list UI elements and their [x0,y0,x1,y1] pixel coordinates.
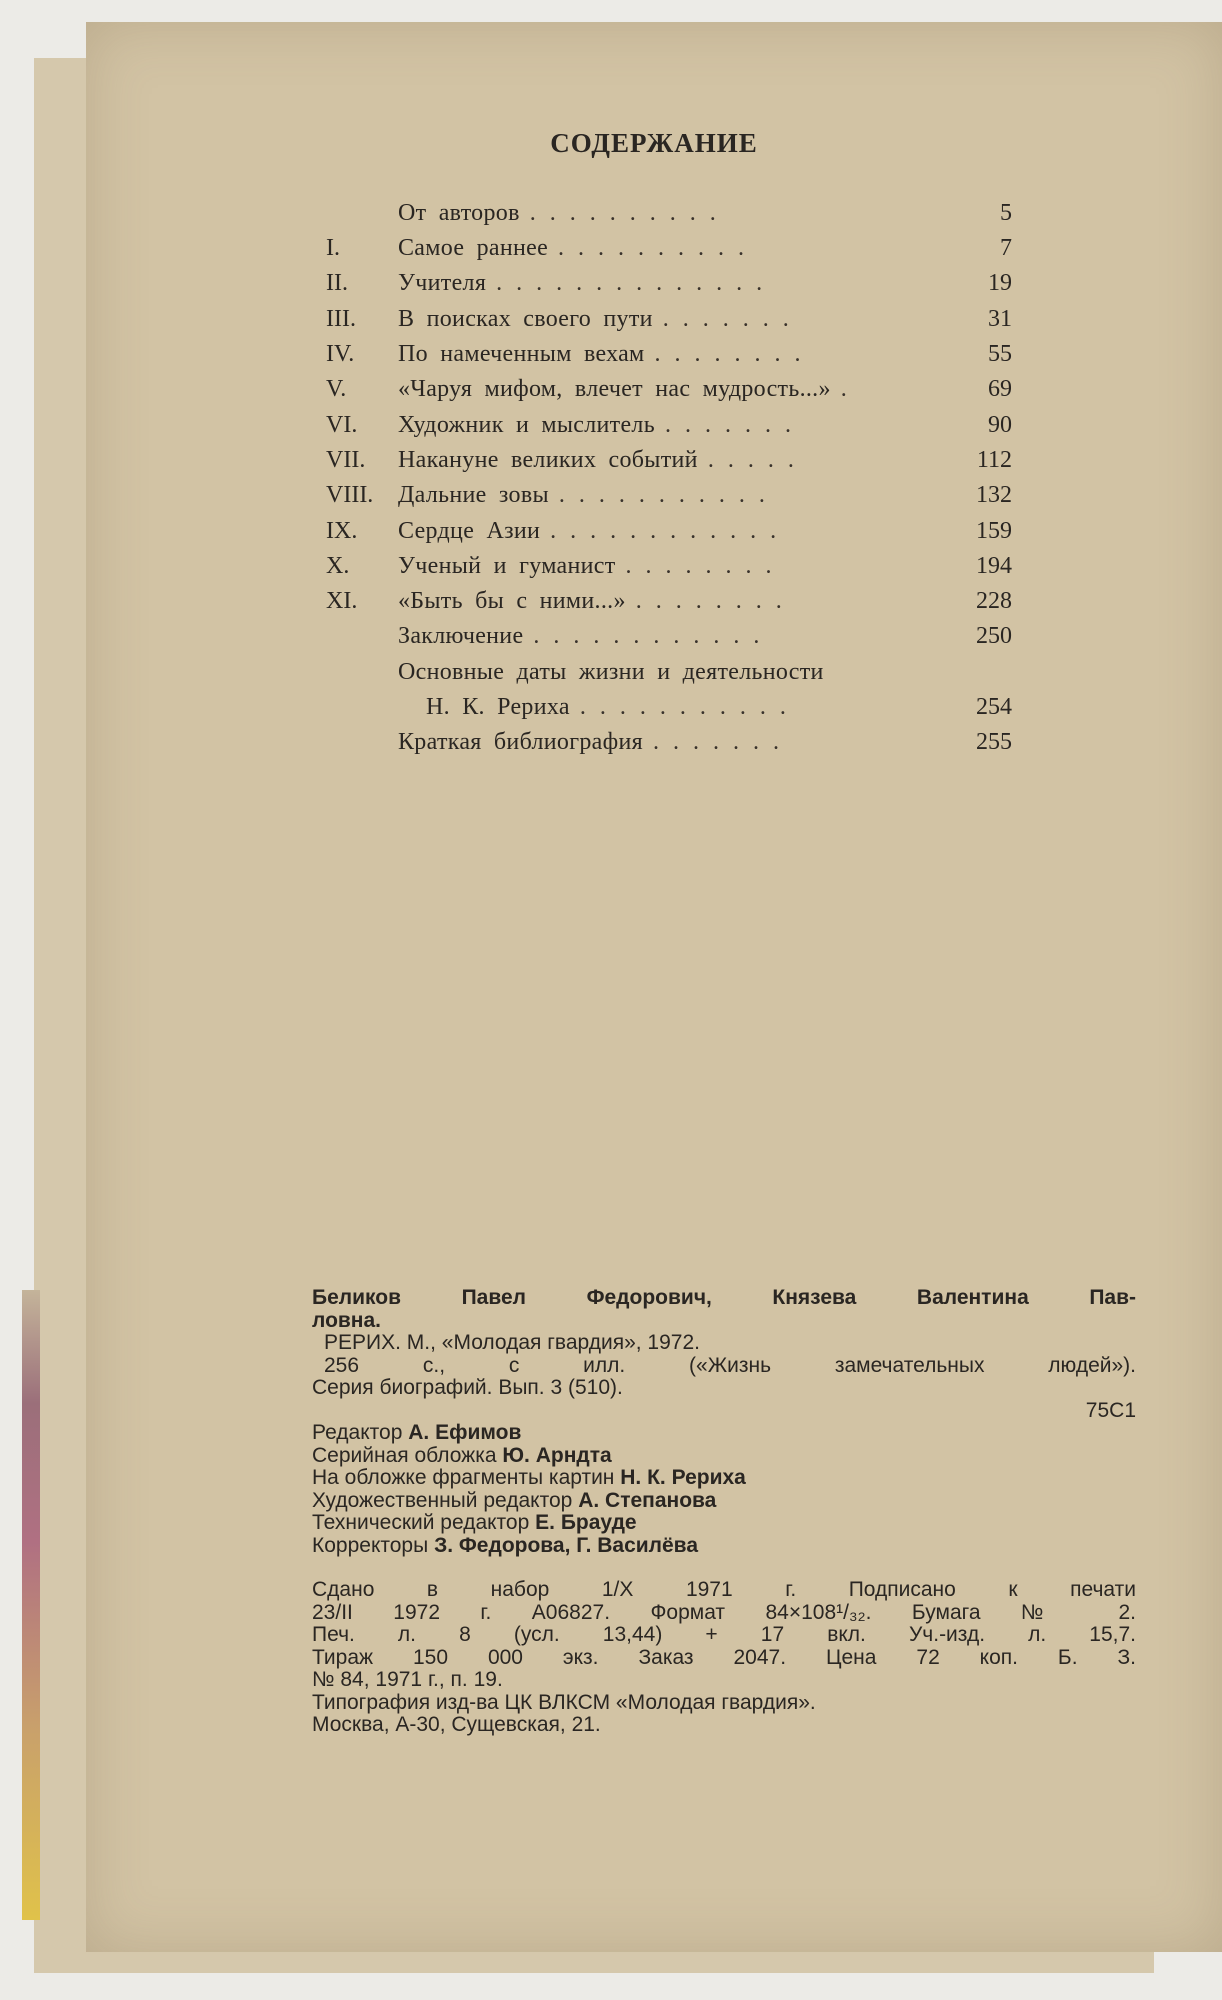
imprint-staff-line: Редактор А. Ефимов [312,1421,522,1444]
toc-entry: VI. Художник и мыслитель ....... 90 [326,412,1012,438]
toc-entry-title: Краткая библиография [398,729,643,755]
imprint-print-line: Москва, А-30, Сущевская, 21. [312,1713,601,1736]
toc-entry: I. Самое раннее .......... 7 [326,235,1012,261]
toc-entry-page: 31 [988,306,1012,332]
toc-entry-page: 7 [1000,235,1012,261]
toc-entry-title: В поисках своего пути [398,306,653,332]
imprint-staff-line: Технический редактор Е. Брауде [312,1511,637,1534]
toc-entry-page: 19 [988,270,1012,296]
toc-entry: II. Учителя .............. 19 [326,270,1012,296]
toc-entry-num: III. [326,306,356,332]
toc-entry-num: II. [326,270,348,296]
cover-edge-strip [22,1290,40,1920]
imprint-book-line: РЕРИХ. М., «Молодая гвардия», 1972. [324,1331,700,1354]
toc-entry-page: 255 [976,729,1012,755]
toc-entry-page: 194 [976,553,1012,579]
imprint-block [312,1287,1136,1737]
toc-entry-num: XI. [326,588,358,614]
toc-entry-title: Дальние зовы [398,482,549,508]
imprint-staff-line: Художественный редактор А. Степанова [312,1488,717,1512]
toc-entry-title: Учителя [398,270,487,296]
imprint-series-line: Серия биографий. Вып. 3 (510). [312,1376,623,1399]
toc-entry-num: IX. [326,518,358,544]
imprint-print-line: Типография изд-ва ЦК ВЛКСМ «Молодая гвардия». [312,1690,816,1714]
toc-entry: III. В поисках своего пути ....... 31 [326,306,1012,332]
toc-entry-title: Заключение [398,623,524,649]
toc-entry-page: 5 [1000,200,1012,226]
toc-entry: VII. Накануне великих событий ..... 112 [326,447,1012,473]
imprint-spacer [312,1557,1136,1579]
toc-entry-title: По намеченным вехам [398,341,645,367]
toc-entry-page: 112 [976,447,1012,473]
imprint-print-line: 23/II 1972 г. А06827. Формат 84×108¹/₃₂. Бумага № 2. [312,1600,1136,1624]
toc-entry-page: 132 [976,482,1012,508]
toc-title: СОДЕРЖАНИЕ [550,128,758,158]
imprint-print-line: Сдано в набор 1/Х 1971 г. Подписано к печати [312,1578,1136,1601]
toc-entry-title: «Быть бы с ними...» [398,588,626,614]
toc-entry: X. Ученый и гуманист ........ 194 [326,553,1012,579]
toc-entry-num: I. [326,235,340,261]
toc-entry-title: От авторов [398,200,520,226]
toc-entry-title: «Чаруя мифом, влечет нас мудрость...» [398,376,831,402]
toc-entry: XI. «Быть бы с ними...» ........ 228 [326,588,1012,614]
toc-entry-page: 90 [988,412,1012,438]
toc-entry-num: VIII. [326,482,374,508]
toc-entry-title: Н. К. Рериха [426,694,570,720]
imprint-print-line: Печ. л. 8 (усл. 13,44) + 17 вкл. Уч.-изд. л. 15,7. [312,1623,1136,1646]
toc-entry: Н. К. Рериха ........... 254 [426,694,1012,720]
toc-entry-num: IV. [326,341,355,367]
toc-entry-page: 228 [976,588,1012,614]
toc-entry-page: 55 [988,341,1012,367]
toc-entry: Заключение ............ 250 [398,623,1012,649]
toc-entry-num: X. [326,553,350,579]
imprint-pages-line: 256 с., с илл. («Жизнь замечательных людей»). [324,1353,1136,1377]
toc-entry: IV. По намеченным вехам ........ 55 [326,341,1012,367]
toc-entry-page: 69 [988,376,1012,402]
toc-entry-num: VII. [326,447,366,473]
toc-entry: От авторов .......... 5 [398,200,1012,226]
toc-entry-title: Самое раннее [398,235,549,261]
toc-entry-page: 250 [976,623,1012,649]
toc-entry-title: Основные даты жизни и деятельности [398,659,824,685]
imprint-authors-line: ловна. [312,1308,381,1332]
imprint-authors-line: Беликов Павел Федорович, Князева Валентина Пав- [312,1286,1136,1309]
imprint-print-line: № 84, 1971 г., п. 19. [312,1668,503,1691]
toc-entry: IX. Сердце Азии ............ 159 [326,518,1012,544]
toc-entry: VIII. Дальние зовы ........... 132 [326,482,1012,508]
imprint-staff-line: Серийная обложка Ю. Арндта [312,1443,612,1467]
toc-entry-title: Художник и мыслитель [398,412,655,438]
imprint-staff-line: Корректоры З. Федорова, Г. Василёва [312,1533,698,1557]
imprint-staff-line: На обложке фрагменты картин Н. К. Рериха [312,1466,746,1489]
imprint-code: 75С1 [1085,1398,1136,1422]
toc-entry-num: VI. [326,412,358,438]
toc-entry-num: V. [326,376,347,402]
toc-entry-title: Накануне великих событий [398,447,698,473]
toc-entry-page: 159 [976,518,1012,544]
toc-entry-page: 254 [976,694,1012,720]
toc-entry-title: Ученый и гуманист [398,553,616,579]
toc-entry-title: Сердце Азии [398,518,541,544]
imprint-print-line: Тираж 150 000 экз. Заказ 2047. Цена 72 коп. Б. З. [312,1645,1136,1669]
toc-entry [86,659,1012,693]
toc-entry: Краткая библиография ....... 255 [398,729,1012,755]
book-page [86,22,1222,1952]
toc-entry: V. «Чаруя мифом, влечет нас мудрость...» . 69 [326,376,1012,402]
